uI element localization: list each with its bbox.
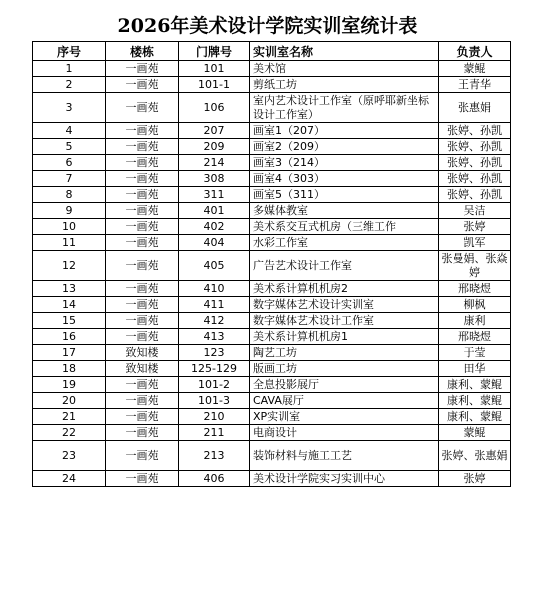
header-name: 实训室名称 <box>250 42 439 61</box>
cell-building: 一画苑 <box>106 139 179 155</box>
header-row <box>33 42 511 61</box>
cell-name: 陶艺工坊 <box>250 345 439 361</box>
cell-door: 411 <box>179 297 250 313</box>
page-title: 2026年美术设计学院实训室统计表 <box>117 15 418 37</box>
cell-name: 美术馆 <box>250 61 439 77</box>
cell-person: 张惠娟 <box>439 93 511 123</box>
cell-building: 一画苑 <box>106 471 179 487</box>
cell-name: 装饰材料与施工工艺 <box>250 441 439 471</box>
cell-door: 410 <box>179 281 250 297</box>
cell-building: 一画苑 <box>106 393 179 409</box>
cell-no: 6 <box>33 155 106 171</box>
cell-no: 18 <box>33 361 106 377</box>
cell-door: 211 <box>179 425 250 441</box>
table-row <box>33 219 511 235</box>
cell-door: 125-129 <box>179 361 250 377</box>
table-row <box>33 281 511 297</box>
cell-name: 数字媒体艺术设计实训室 <box>250 297 439 313</box>
cell-no: 1 <box>33 61 106 77</box>
cell-name: 画室5（311） <box>250 187 439 203</box>
cell-name: 画室3（214） <box>250 155 439 171</box>
cell-building: 一画苑 <box>106 425 179 441</box>
table-row <box>33 361 511 377</box>
cell-door: 402 <box>179 219 250 235</box>
cell-person: 张婷、孙凯 <box>439 139 511 155</box>
cell-person: 蒙鲲 <box>439 61 511 77</box>
table-row <box>33 329 511 345</box>
cell-door: 413 <box>179 329 250 345</box>
cell-building: 一画苑 <box>106 235 179 251</box>
cell-name: 美术系计算机机房2 <box>250 281 439 297</box>
cell-no: 22 <box>33 425 106 441</box>
cell-door: 106 <box>179 93 250 123</box>
cell-building: 一画苑 <box>106 251 179 281</box>
cell-name: 版画工坊 <box>250 361 439 377</box>
cell-no: 8 <box>33 187 106 203</box>
cell-no: 14 <box>33 297 106 313</box>
cell-building: 一画苑 <box>106 313 179 329</box>
header-building: 楼栋 <box>106 42 179 61</box>
header-person: 负责人 <box>439 42 511 61</box>
cell-name: 室内艺术设计工作室（原呼耶新坐标设计工作室） <box>250 93 439 123</box>
lab-statistics-table <box>32 41 511 487</box>
cell-name: 数字媒体艺术设计工作室 <box>250 313 439 329</box>
cell-person: 柳枫 <box>439 297 511 313</box>
cell-person: 张婷 <box>439 219 511 235</box>
cell-person: 张婷、孙凯 <box>439 187 511 203</box>
cell-person: 张婷、孙凯 <box>439 155 511 171</box>
cell-door: 210 <box>179 409 250 425</box>
cell-no: 16 <box>33 329 106 345</box>
cell-name: 剪纸工坊 <box>250 77 439 93</box>
cell-name: 广告艺术设计工作室 <box>250 251 439 281</box>
cell-door: 123 <box>179 345 250 361</box>
cell-door: 101-3 <box>179 393 250 409</box>
cell-door: 404 <box>179 235 250 251</box>
cell-no: 13 <box>33 281 106 297</box>
cell-name: 美术系交互式机房（三维工作 <box>250 219 439 235</box>
cell-building: 一画苑 <box>106 441 179 471</box>
cell-building: 一画苑 <box>106 61 179 77</box>
cell-door: 213 <box>179 441 250 471</box>
cell-building: 一画苑 <box>106 171 179 187</box>
cell-door: 401 <box>179 203 250 219</box>
cell-door: 209 <box>179 139 250 155</box>
cell-person: 康利、蒙鲲 <box>439 377 511 393</box>
cell-person: 张婷 <box>439 471 511 487</box>
cell-no: 17 <box>33 345 106 361</box>
cell-door: 101-2 <box>179 377 250 393</box>
cell-person: 康利、蒙鲲 <box>439 409 511 425</box>
cell-no: 7 <box>33 171 106 187</box>
cell-door: 311 <box>179 187 250 203</box>
table-row <box>33 187 511 203</box>
cell-door: 101-1 <box>179 77 250 93</box>
table-row <box>33 471 511 487</box>
cell-building: 致知楼 <box>106 345 179 361</box>
cell-name: 画室1（207） <box>250 123 439 139</box>
table-row <box>33 297 511 313</box>
cell-name: 画室4（303） <box>250 171 439 187</box>
cell-person: 张婷、孙凯 <box>439 123 511 139</box>
cell-name: 全息投影展厅 <box>250 377 439 393</box>
cell-person: 邢晓煜 <box>439 329 511 345</box>
cell-name: 水彩工作室 <box>250 235 439 251</box>
cell-person: 吴洁 <box>439 203 511 219</box>
table-row <box>33 425 511 441</box>
table-row <box>33 123 511 139</box>
cell-person: 康利 <box>439 313 511 329</box>
table-row <box>33 313 511 329</box>
cell-building: 一画苑 <box>106 187 179 203</box>
cell-name: XP实训室 <box>250 409 439 425</box>
table-row <box>33 393 511 409</box>
cell-no: 20 <box>33 393 106 409</box>
cell-building: 一画苑 <box>106 123 179 139</box>
cell-person: 于莹 <box>439 345 511 361</box>
table-row <box>33 139 511 155</box>
cell-no: 9 <box>33 203 106 219</box>
cell-no: 19 <box>33 377 106 393</box>
table-row <box>33 377 511 393</box>
cell-person: 张婷、孙凯 <box>439 171 511 187</box>
cell-no: 2 <box>33 77 106 93</box>
cell-person: 田华 <box>439 361 511 377</box>
cell-building: 一画苑 <box>106 377 179 393</box>
cell-building: 一画苑 <box>106 281 179 297</box>
table-row <box>33 93 511 123</box>
table-row <box>33 409 511 425</box>
cell-name: 美术系计算机机房1 <box>250 329 439 345</box>
cell-door: 101 <box>179 61 250 77</box>
cell-no: 12 <box>33 251 106 281</box>
cell-no: 10 <box>33 219 106 235</box>
table-row <box>33 251 511 281</box>
cell-building: 致知楼 <box>106 361 179 377</box>
cell-name: 多媒体教室 <box>250 203 439 219</box>
cell-building: 一画苑 <box>106 77 179 93</box>
header-no: 序号 <box>33 42 106 61</box>
cell-door: 412 <box>179 313 250 329</box>
cell-no: 24 <box>33 471 106 487</box>
cell-door: 214 <box>179 155 250 171</box>
table-row <box>33 155 511 171</box>
table-row <box>33 203 511 219</box>
table-row <box>33 345 511 361</box>
cell-building: 一画苑 <box>106 93 179 123</box>
cell-no: 5 <box>33 139 106 155</box>
cell-door: 405 <box>179 251 250 281</box>
table-row <box>33 441 511 471</box>
cell-name: 美术设计学院实习实训中心 <box>250 471 439 487</box>
cell-building: 一画苑 <box>106 219 179 235</box>
table-row <box>33 235 511 251</box>
cell-person: 张婷、张惠娟 <box>439 441 511 471</box>
cell-no: 15 <box>33 313 106 329</box>
cell-no: 21 <box>33 409 106 425</box>
cell-person: 邢晓煜 <box>439 281 511 297</box>
cell-person: 张曼娟、张焱婷 <box>439 251 511 281</box>
cell-person: 康利、蒙鲲 <box>439 393 511 409</box>
cell-building: 一画苑 <box>106 329 179 345</box>
cell-building: 一画苑 <box>106 297 179 313</box>
header-door: 门牌号 <box>179 42 250 61</box>
cell-building: 一画苑 <box>106 203 179 219</box>
cell-no: 23 <box>33 441 106 471</box>
cell-no: 11 <box>33 235 106 251</box>
cell-name: 画室2（209） <box>250 139 439 155</box>
cell-no: 4 <box>33 123 106 139</box>
cell-no: 3 <box>33 93 106 123</box>
cell-person: 蒙鲲 <box>439 425 511 441</box>
table-row <box>33 61 511 77</box>
cell-building: 一画苑 <box>106 409 179 425</box>
cell-person: 凯军 <box>439 235 511 251</box>
cell-name: CAVA展厅 <box>250 393 439 409</box>
cell-door: 207 <box>179 123 250 139</box>
cell-door: 308 <box>179 171 250 187</box>
cell-building: 一画苑 <box>106 155 179 171</box>
cell-door: 406 <box>179 471 250 487</box>
table-row <box>33 171 511 187</box>
table-row <box>33 77 511 93</box>
cell-name: 电商设计 <box>250 425 439 441</box>
cell-person: 王青华 <box>439 77 511 93</box>
